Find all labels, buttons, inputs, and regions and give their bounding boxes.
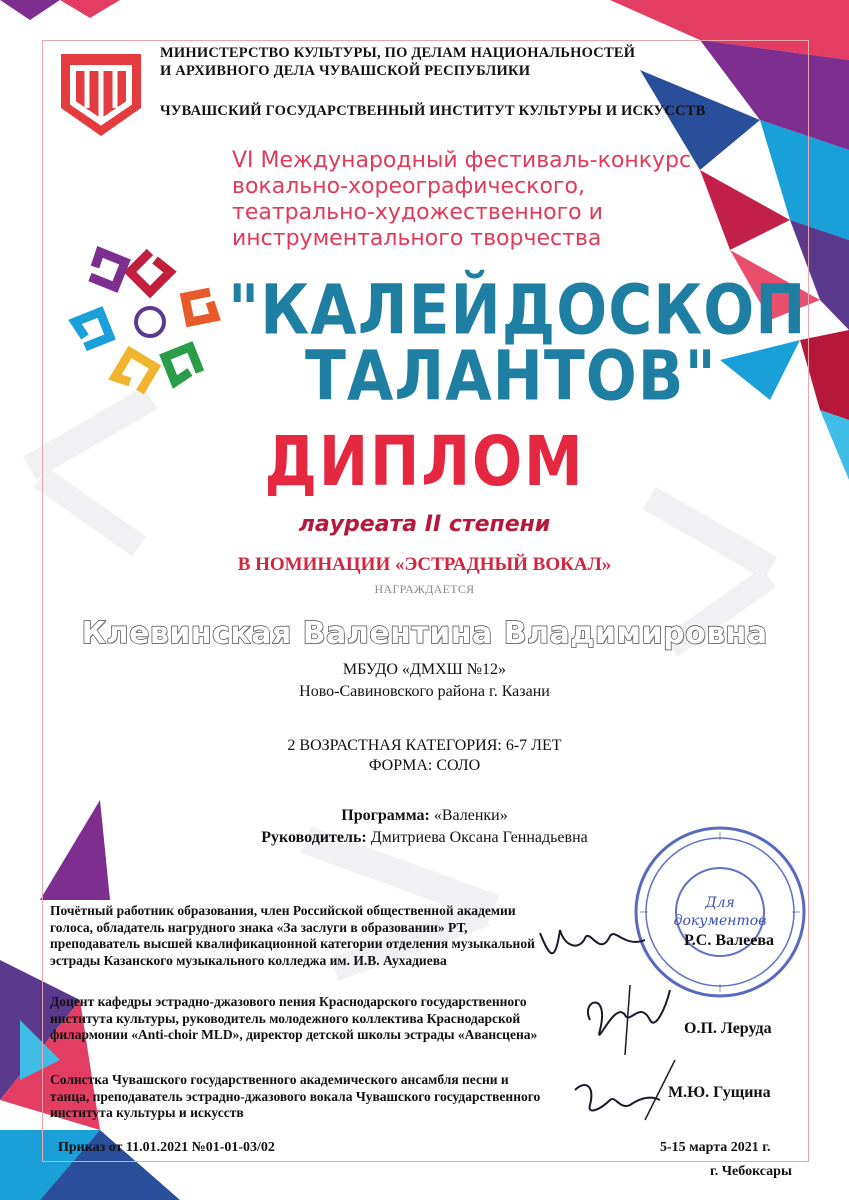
stamp-text-2: документов bbox=[673, 913, 767, 929]
leader-value: Дмитриева Оксана Геннадьевна bbox=[366, 829, 588, 846]
stamp-text-1: Для bbox=[705, 895, 735, 911]
nomination: В НОМИНАЦИИ «ЭСТРАДНЫЙ ВОКАЛ» bbox=[237, 554, 612, 575]
festival-city: г. Чебоксары bbox=[710, 1164, 792, 1179]
festival-dates: 5-15 марта 2021 г. bbox=[660, 1140, 771, 1155]
program-value: «Валенки» bbox=[429, 807, 508, 824]
performance-form: ФОРМА: СОЛО bbox=[368, 757, 481, 774]
institute-logo-icon bbox=[55, 48, 147, 140]
festival-line-3: театрально-художественного и bbox=[232, 200, 603, 225]
signature-1 bbox=[535, 918, 655, 968]
festival-title-line-2: ТАЛАНТОВ" bbox=[305, 336, 717, 417]
program-label: Программа: bbox=[341, 807, 430, 824]
recipient-name: Клевинская Валентина Владимировна bbox=[81, 616, 768, 651]
kaleidoscope-logo-icon bbox=[60, 232, 240, 412]
diploma-title: ДИПЛОМ bbox=[264, 421, 585, 502]
institute-name: ЧУВАШСКИЙ ГОСУДАРСТВЕННЫЙ ИНСТИТУТ КУЛЬТУРЫ И ИСКУССТВ bbox=[160, 103, 706, 119]
official-stamp bbox=[630, 822, 810, 1002]
diploma-degree: лауреата II степени bbox=[298, 512, 551, 537]
ministry-line-2: И АРХИВНОГО ДЕЛА ЧУВАШСКОЙ РЕСПУБЛИКИ bbox=[160, 63, 531, 79]
festival-line-1: VI Международный фестиваль-конкурс bbox=[232, 148, 692, 173]
age-category: 2 ВОЗРАСТНАЯ КАТЕГОРИЯ: 6-7 ЛЕТ bbox=[287, 737, 562, 754]
jury-1-name: Р.С. Валеева bbox=[684, 932, 774, 949]
ministry-line-1: МИНИСТЕРСТВО КУЛЬТУРЫ, ПО ДЕЛАМ НАЦИОНАЛЬНОСТЕЙ bbox=[160, 45, 636, 61]
signature-3 bbox=[565, 1050, 685, 1130]
festival-line-4: инструментального творчества bbox=[232, 226, 602, 251]
jury-3-name: М.Ю. Гущина bbox=[668, 1084, 771, 1101]
signature-2 bbox=[570, 980, 680, 1060]
festival-line-2: вокально-хореографического, bbox=[232, 174, 585, 199]
festival-title-line-1: "КАЛЕЙДОСКОП bbox=[228, 270, 807, 351]
jury-1-description: Почётный работник образования, член Российской общественной академии голоса, обладатель нагрудного знака «За заслуги в образовании» РТ, преподаватель высшей квалификационной категории отделения музыкальной эстрады Казанского музыкального колледжа им. И.В. Аухадиева bbox=[50, 903, 535, 968]
jury-3-description: Солистка Чувашского государственного академического ансамбля песни и танца, преподаватель эстрадно-джазового вокала Чувашского государственного института культуры и искусств bbox=[50, 1072, 541, 1120]
jury-2-name: О.П. Леруда bbox=[684, 1020, 772, 1037]
order-number: Приказ от 11.01.2021 №01-01-03/02 bbox=[58, 1140, 275, 1155]
school-line-2: Ново-Савиновского района г. Казани bbox=[299, 683, 550, 700]
leader-label: Руководитель: bbox=[261, 829, 367, 846]
school-line-1: МБУДО «ДМХШ №12» bbox=[342, 661, 507, 678]
awarded-label: НАГРАЖДАЕТСЯ bbox=[374, 582, 475, 596]
jury-2-description: Доцент кафедры эстрадно-джазового пения Краснодарского государственного института культуры, руководитель молодежного коллектива Краснодарской филармонии «Anti-choir MLD», директор детской школы эстрады «Авансцена» bbox=[50, 994, 538, 1042]
